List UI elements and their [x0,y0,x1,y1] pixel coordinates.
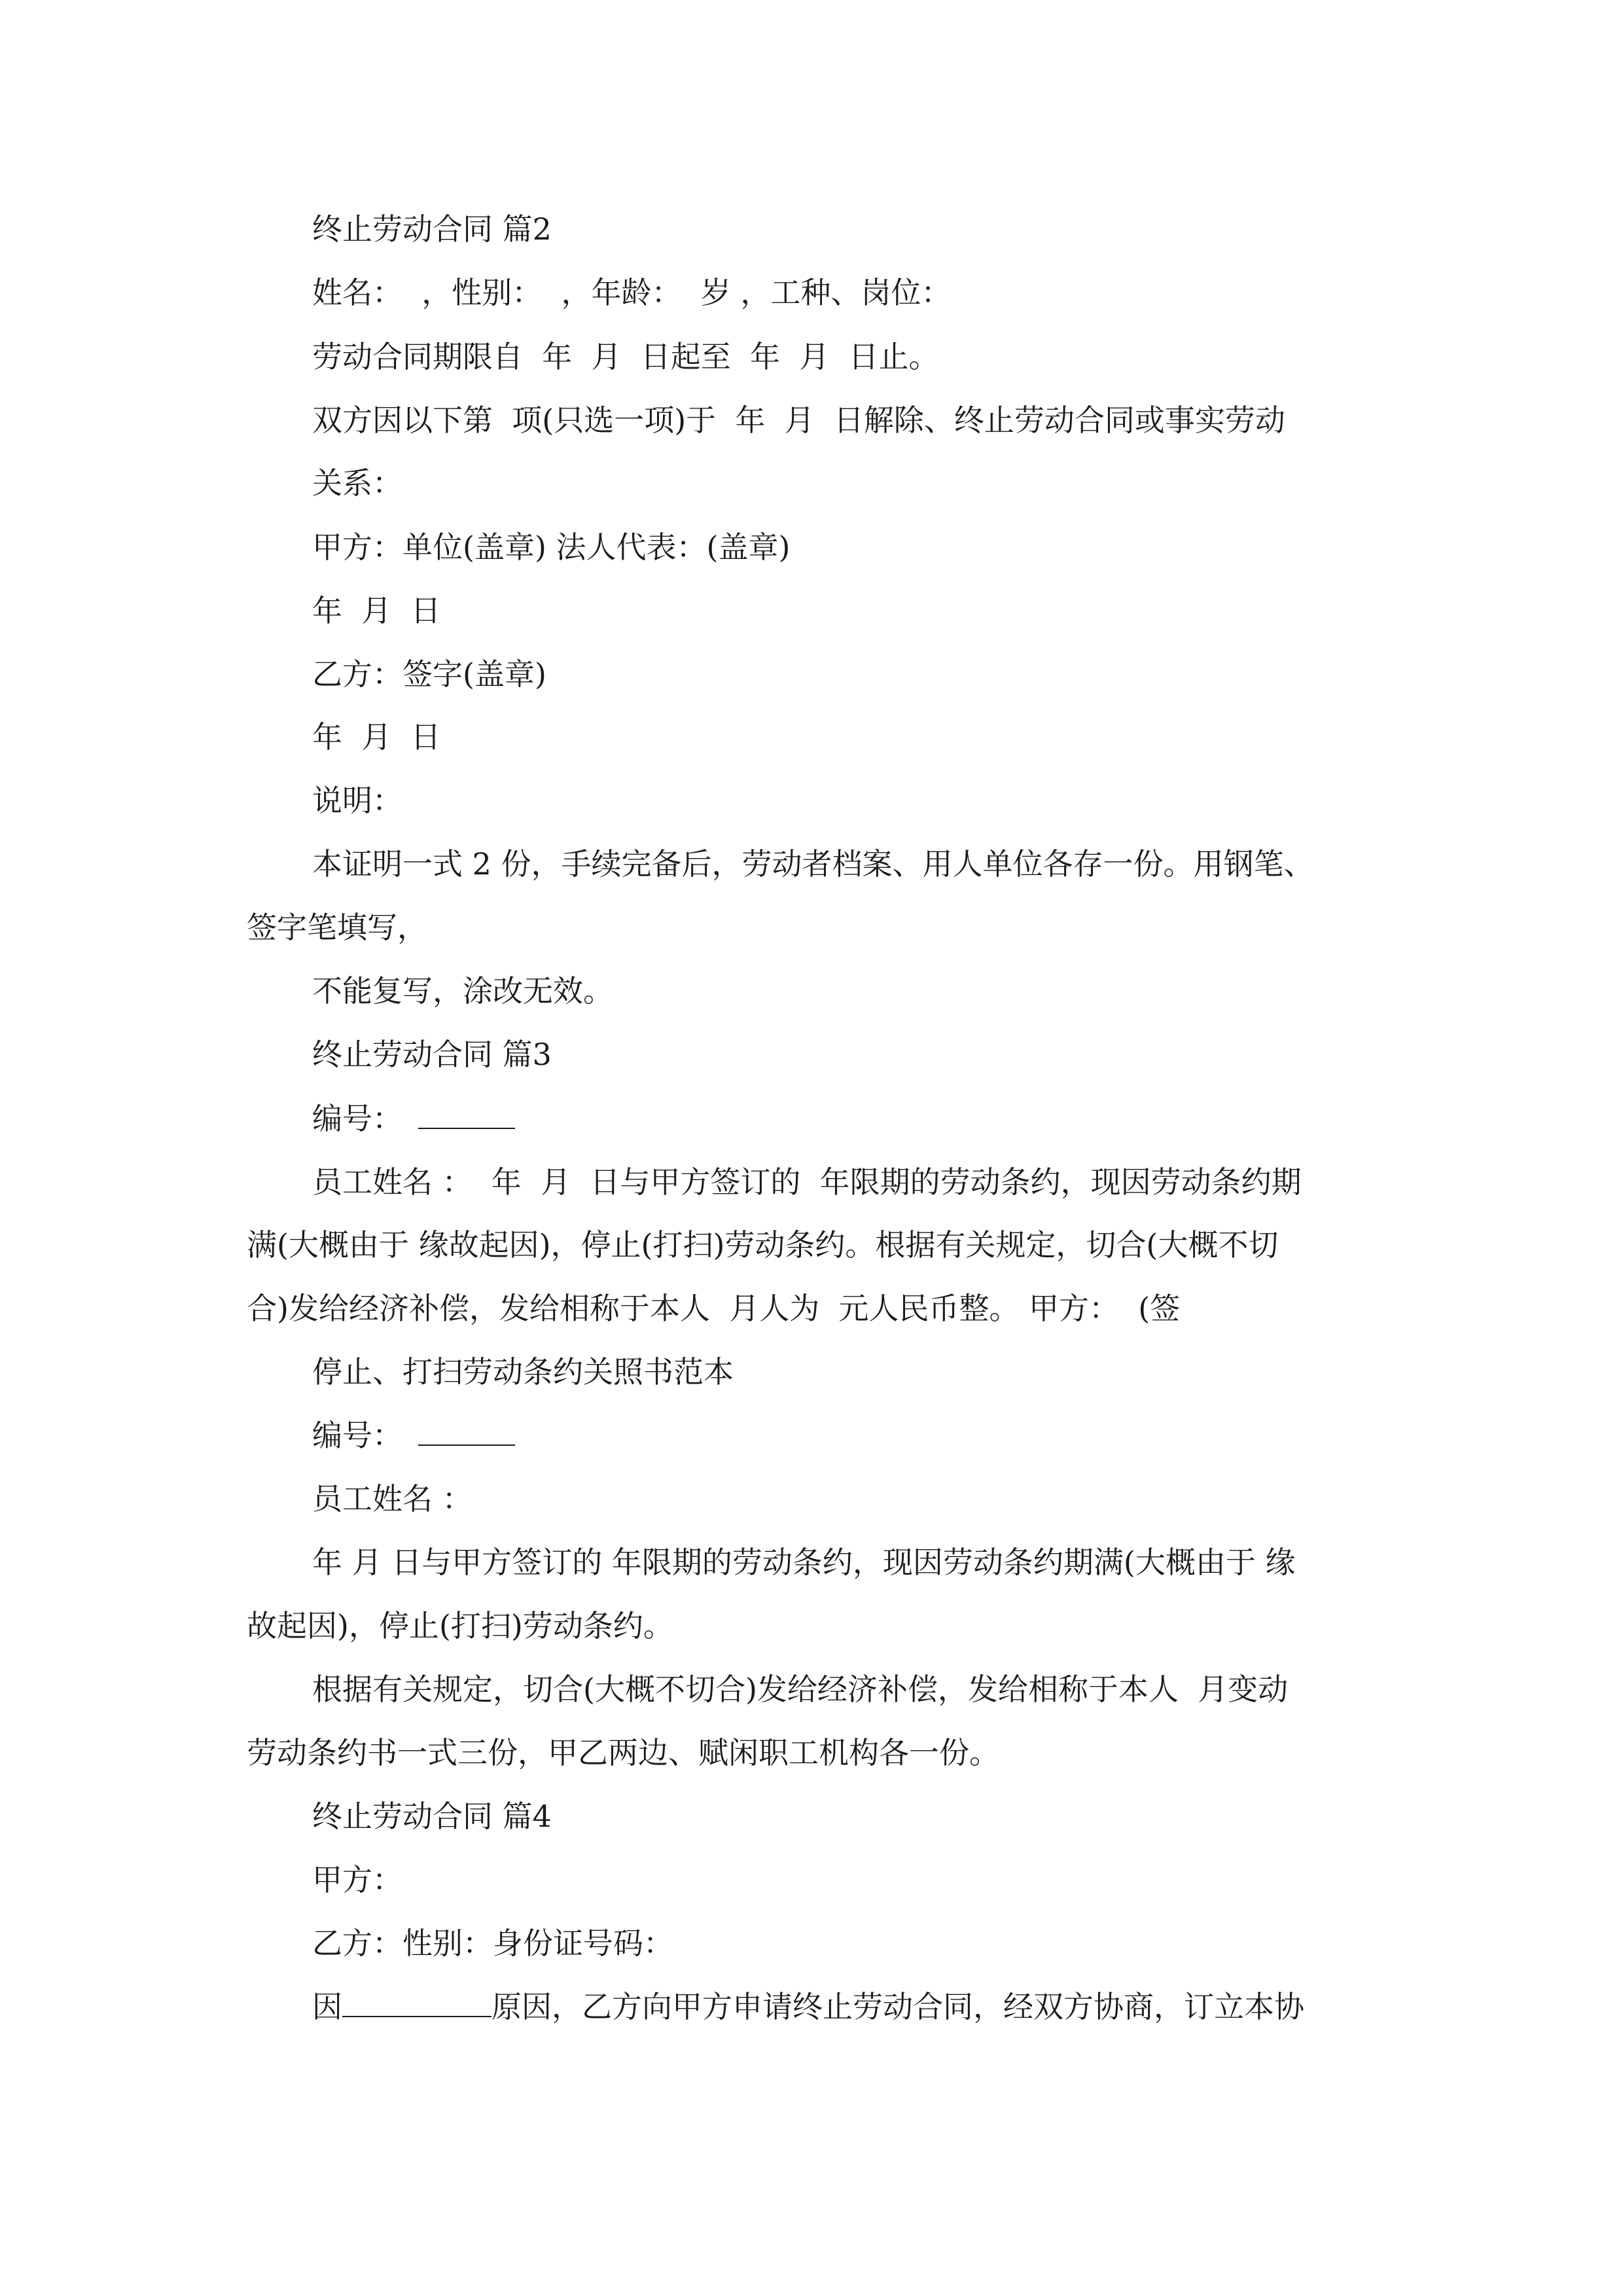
doc-line: 甲方： [312,1862,402,1897]
doc-line: 合)发给经济补偿，发给相称于本人 月人为 元人民币整。 甲方： (签 [247,1291,1181,1326]
number-label: 编号： [312,1418,402,1453]
doc-line: 员工姓名 ： 年 月 日与甲方签订的 年限期的劳动条约，现因劳动条约期 [312,1164,1302,1200]
reason-blank [342,1990,491,2017]
doc-line: 不能复写，涂改无效。 [312,973,613,1009]
doc-line: 劳动合同期限自 年 月 日起至 年 月 日止。 [312,339,939,374]
doc-line: 乙方：签字(盖章) [312,656,546,692]
doc-line: 关系： [312,465,402,501]
section-heading-2: 终止劳动合同 篇2 [312,211,552,247]
section-heading-3: 终止劳动合同 篇3 [312,1037,552,1072]
doc-line: 签字笔填写， [247,910,427,945]
number-field-line [312,1418,515,1452]
number-blank [418,1418,515,1446]
number-field-line [312,1102,515,1136]
doc-line: 姓名： ，性别： ，年龄： 岁 ，工种、岗位： [312,275,952,310]
doc-line: 说明： [312,783,402,818]
doc-line: 年 月 日 [312,593,441,628]
reason-text: 原因，乙方向甲方申请终止劳动合同，经双方协商，订立本协 [491,1989,1304,2024]
doc-line: 甲方：单位(盖章) 法人代表：(盖章) [312,529,791,565]
section-heading-4: 终止劳动合同 篇4 [312,1799,552,1834]
number-label: 编号： [312,1101,402,1136]
doc-line: 年 月 日与甲方签订的 年限期的劳动条约，现因劳动条约期满(大概由于 缘 [312,1545,1296,1580]
doc-line: 年 月 日 [312,719,441,755]
number-blank [418,1102,515,1129]
doc-line: 根据有关规定，切合(大概不切合)发给经济补偿，发给相称于本人 月变动 [312,1672,1289,1707]
doc-line: 乙方：性别：身份证号码： [312,1926,673,1961]
doc-line: 本证明一式 2 份，手续完备后，劳动者档案、用人单位各存一份。用钢笔、 [312,846,1314,882]
doc-line: 停止、打扫劳动条约关照书范本 [312,1354,734,1390]
doc-line: 双方因以下第 项(只选一项)于 年 月 日解除、终止劳动合同或事实劳动 [312,403,1285,438]
reason-prefix: 因 [312,1989,342,2024]
reason-line [312,1990,1304,2024]
doc-line: 故起因)，停止(打扫)劳动条约。 [247,1608,673,1643]
doc-line: 员工姓名 ： [312,1481,473,1516]
doc-line: 劳动条约书一式三份，甲乙两边、赋闲职工机构各一份。 [247,1735,999,1770]
doc-line: 满(大概由于 缘故起因)，停止(打扫)劳动条约。根据有关规定，切合(大概不切 [247,1227,1279,1263]
